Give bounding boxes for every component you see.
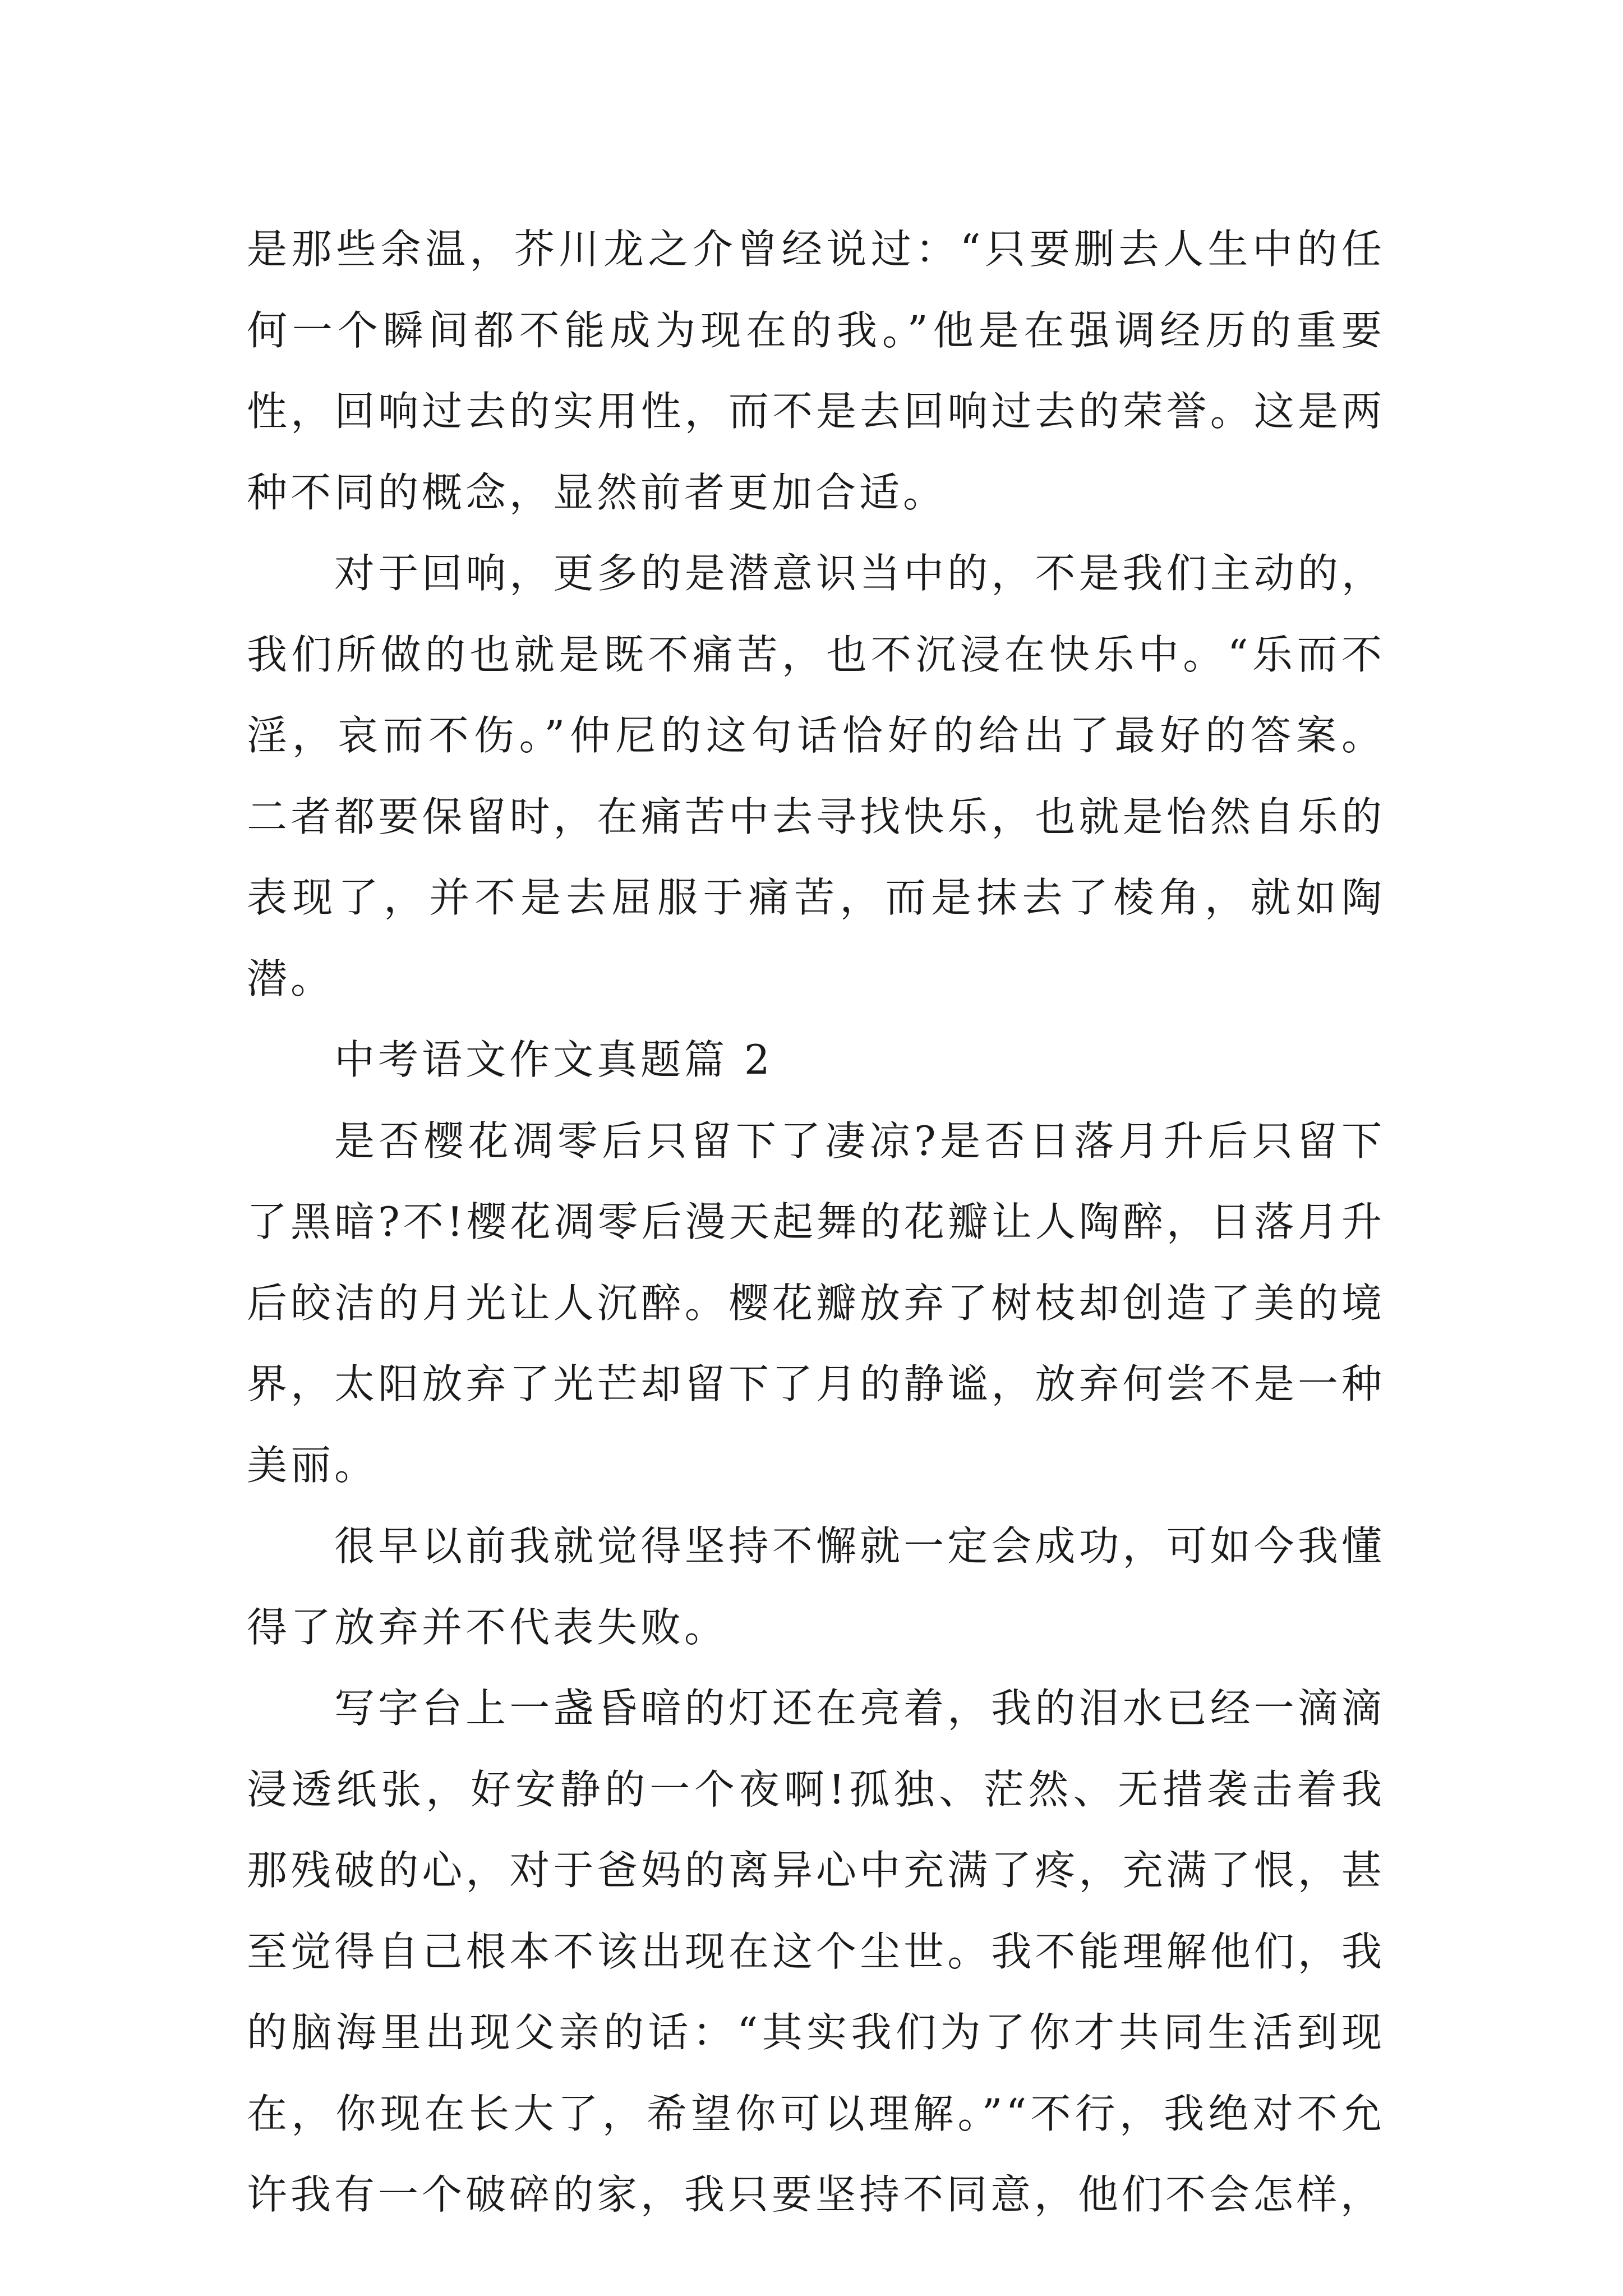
paragraph-3: 是否樱花凋零后只留下了凄凉?是否日落月升后只留下了黑暗?不!樱花凋零后漫天起舞的花瓣让人陶醉，日落月升后皎洁的月光让人沉醉。樱花瓣放弃了树枝却创造了美的境界，太阳放弃了光芒却留下了月的静谧，放弃何尝不是一种美丽。 [247,1117,1385,1489]
paragraph-2: 对于回响，更多的是潜意识当中的，不是我们主动的，我们所做的也就是既不痛苦，也不沉浸在快乐中。“乐而不淫，哀而不伤。”仲尼的这句话恰好的给出了最好的答案。二者都要保留时，在痛苦中去寻找快乐，也就是怡然自乐的表现了，并不是去屈服于痛苦，而是抹去了棱角，就如陶潜。 [247,550,1385,1002]
paragraph-1: 是那些余温，芥川龙之介曾经说过：“只要删去人生中的任何一个瞬间都不能成为现在的我。”他是在强调经历的重要性，回响过去的实用性，而不是去回响过去的荣誉。这是两种不同的概念，显然前者更加合适。 [247,226,1385,516]
section-title: 中考语文作文真题篇 2 [334,1036,773,1083]
paragraph-4: 很早以前我就觉得坚持不懈就一定会成功，可如今我懂得了放弃并不代表失败。 [247,1522,1385,1651]
paragraph-5: 写字台上一盏昏暗的灯还在亮着，我的泪水已经一滴滴浸透纸张，好安静的一个夜啊!孤独、茫然、无措袭击着我那残破的心，对于爸妈的离异心中充满了疼，充满了恨，甚至觉得自己根本不该出现在这个尘世。我不能理解他们，我的脑海里出现父亲的话：“其实我们为了你才共同生活到现在，你现在长大了，希望你可以理解。”“不行，我绝对不允许我有一个破碎的家，我只要坚持不同意，他们不会怎样， [247,1685,1385,2218]
document-body [247,209,1385,2235]
